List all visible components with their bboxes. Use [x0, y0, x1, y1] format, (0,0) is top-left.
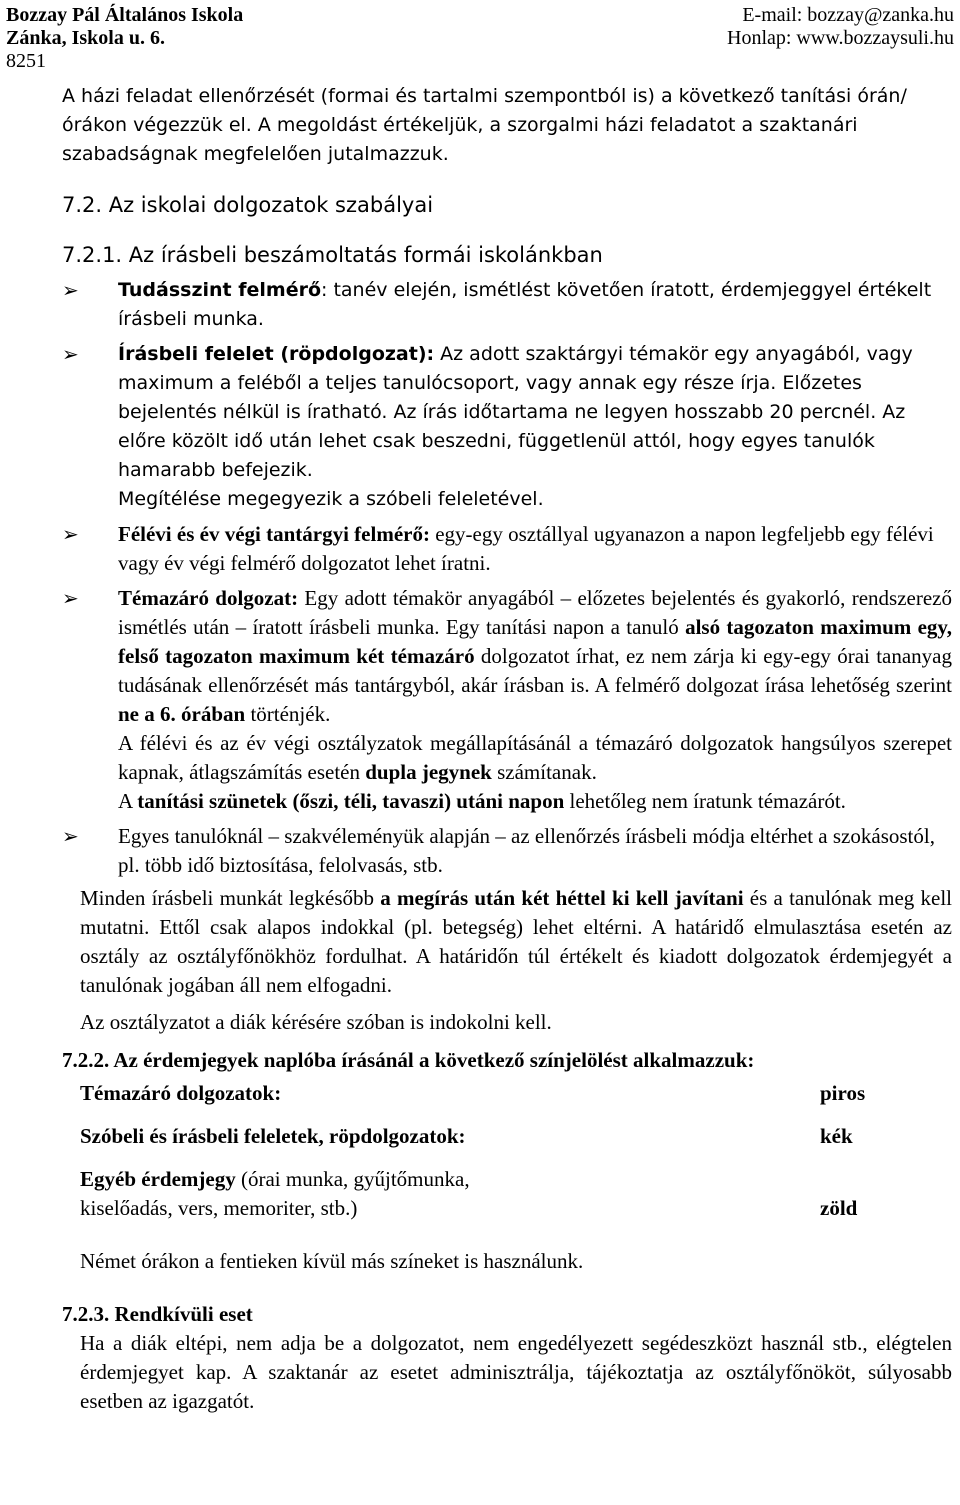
bullet-text: egy-egy osztállyal ugyanazon a napon legfeljebb egy félévi vagy év végi felmérő dolgozatot lehet íratni. [118, 522, 934, 575]
bullet-felevi [62, 520, 952, 578]
color-code-label-bold: Egyéb érdemjegy [80, 1167, 236, 1191]
color-code-label-line2: kiselőadás, vers, memoriter, stb.) [80, 1196, 358, 1220]
paragraph-text: és a tanulónak meg kell mutatni. Ettől csak alapos indokkal (pl. betegség) lehet eltérni. A határidő elmulasztása esetén az osztály az osztályfőnökhöz fordulhat. A határidőn túl értékelt és kiadott dolgozatok érdemjegyét a tanulónak jogában áll nem elfogadni. [80, 886, 952, 997]
paragraph-emphasis: a megírás után két héttel ki kell javítani [380, 886, 744, 910]
bullet-text: számítanak. [491, 760, 597, 784]
bullet-title: Tudásszint felmérő [118, 279, 322, 301]
correction-paragraph [62, 884, 952, 1000]
color-code-label: Témazáró dolgozatok: [80, 1081, 282, 1105]
bullet-text: Az adott szaktárgyi témakör egy anyagából, vagy maximum a feléből a teljes tanulócsoport, vagy annak egy része írja. Előzetes bejelentés nélkül is íratható. Az írás időtartama ne legyen hosszabb 20 percnél. Az előre közölt idő után lehet csak beszedni, függetlenül attól, hogy egyes tanulók hamarabb befejezik. [118, 343, 913, 481]
german-classes-note: Német órákon a fentieken kívül más színeket is használunk. [80, 1249, 584, 1273]
school-name: Bozzay Pál Általános Iskola [6, 4, 244, 26]
bullet-emphasis: tanítási szünetek (őszi, téli, tavaszi) utáni napon [137, 789, 565, 813]
bullet-title: Félévi és év végi tantárgyi felmérő: [118, 522, 430, 546]
section-heading-7-2: 7.2. Az iskolai dolgozatok szabályai [62, 193, 434, 217]
section-heading-7-2-2: 7.2.2. Az érdemjegyek naplóba írásánál a következő színjelölést alkalmazzuk: [62, 1048, 755, 1072]
school-email[interactable]: E-mail: bozzay@zanka.hu [742, 4, 954, 26]
bullet-text: lehetőleg nem íratunk témazárót. [564, 789, 846, 813]
color-code-label-rest: (órai munka, gyűjtőmunka, [235, 1167, 470, 1191]
bullet-text: Egyes tanulóknál – szakvéleményük alapján – az ellenőrzés írásbeli módja eltérhet a szokásostól, pl. több idő biztosítása, felolvasás, stb. [118, 824, 935, 877]
color-code-value: zöld [820, 1196, 858, 1220]
grade-justification-paragraph: Az osztályzatot a diák kérésére szóban is indokolni kell. [80, 1010, 552, 1034]
extraordinary-case-paragraph: Ha a diák eltépi, nem adja be a dolgozatot, nem engedélyezett segédeszközt használ stb., elégtelen érdemjegyet kap. A szaktanár az esetet adminisztrálja, tájékoztatja az osztályfőnököt, súlyosabb esetben az igazgatót. [80, 1331, 952, 1413]
color-code-value: piros [820, 1081, 866, 1105]
bullet-temazaro [62, 584, 952, 816]
document-body [62, 82, 952, 1416]
bullet-irasbeli-felelet [62, 340, 952, 514]
arrow-bullet-icon: ➢ [62, 586, 79, 610]
section-heading-7-2-1: 7.2.1. Az írásbeli beszámoltatás formái iskolánkban [62, 243, 603, 267]
intro-paragraph: A házi feladat ellenőrzését (formai és tartalmi szempontból is) a következő tanítási órán/órákon végezzük el. A megoldást értékeljük, a szorgalmi házi feladatot a szaktanári szabadságnak megfelelően jutalmazzuk. [62, 85, 907, 165]
bullet-title: Témazáró dolgozat: [118, 586, 299, 610]
school-zip: 8251 [6, 50, 46, 72]
color-code-label [80, 1165, 820, 1223]
bullet-text: A [118, 789, 138, 813]
bullet-emphasis: alsó tagozaton maximum egy, felső tagozaton maximum két témazáró [118, 615, 952, 668]
bullet-text: A félévi és az év végi osztályzatok megállapításánál a témazáró dolgozatok hangsúlyos szerepet kapnak, átlagszámítás esetén [118, 731, 952, 784]
color-code-label: Szóbeli és írásbeli feleletek, röpdolgozatok: [80, 1124, 466, 1148]
bullet-egyes-tanulok [62, 822, 952, 880]
paragraph-text: Minden írásbeli munkát legkésőbb [80, 886, 381, 910]
section-heading-7-2-3: 7.2.3. Rendkívüli eset [62, 1302, 253, 1326]
arrow-bullet-icon: ➢ [62, 522, 79, 546]
school-website[interactable]: Honlap: www.bozzaysuli.hu [727, 27, 954, 49]
bullet-title: Írásbeli felelet (röpdolgozat): [118, 343, 435, 365]
bullet-text: dolgozatot írhat, ez nem zárja ki egy-egy órai tananyag tudásának ellenőrzését más tantárgyból, akár írásban is. A felmérő dolgozat írása lehetőség szerint [118, 644, 952, 697]
arrow-bullet-icon: ➢ [62, 278, 79, 302]
arrow-bullet-icon: ➢ [62, 824, 79, 848]
bullet-extra: Megítélése megegyezik a szóbeli feleletével. [118, 488, 544, 510]
bullet-emphasis: dupla jegynek [365, 760, 492, 784]
bullet-tudasszint [62, 276, 952, 334]
bullet-text: történjék. [245, 702, 331, 726]
bullet-text: Egy adott témakör anyagából – előzetes bejelentés és gyakorló, rendszerező ismétlés után – íratott írásbeli munka. Egy tanítási napon a tanuló [118, 586, 952, 639]
school-address: Zánka, Iskola u. 6. [6, 27, 165, 49]
arrow-bullet-icon: ➢ [62, 342, 79, 366]
color-code-value: kék [820, 1124, 853, 1148]
color-code-list [62, 1079, 952, 1223]
bullet-text: : tanév elején, ismétlést követően íratott, érdemjeggyel értékelt írásbeli munka. [118, 279, 932, 330]
page-header [6, 4, 954, 73]
bullet-emphasis: ne a 6. órában [118, 702, 246, 726]
